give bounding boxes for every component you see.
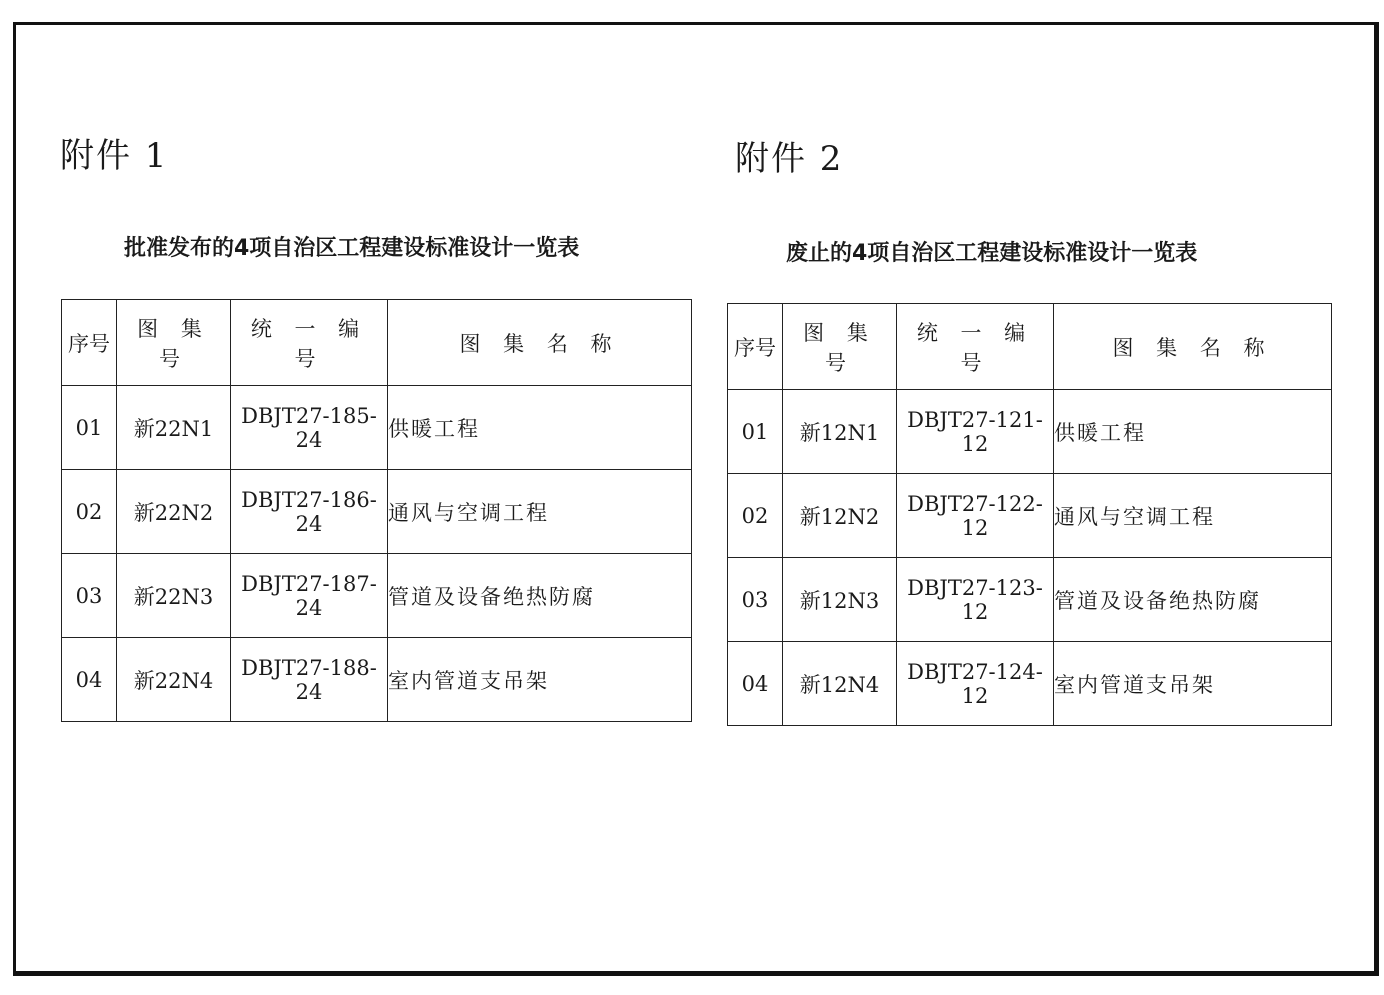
cell-seq: 03 <box>728 558 783 642</box>
approved-standards-table <box>61 299 692 722</box>
cell-atlas-name: 供暖工程 <box>388 386 692 470</box>
cell-seq: 03 <box>62 554 117 638</box>
header-unified-no: 统 一 编 号 <box>897 304 1054 390</box>
attachment-1-table-title: 批准发布的4项自治区工程建设标准设计一览表 <box>124 236 580 261</box>
cell-seq: 01 <box>62 386 117 470</box>
attachment-2-table-title: 废止的4项自治区工程建设标准设计一览表 <box>786 241 1198 266</box>
header-atlas-name: 图 集 名 称 <box>1054 304 1332 390</box>
cell-atlas-no: 新12N3 <box>783 558 897 642</box>
cell-atlas-name: 供暖工程 <box>1054 390 1332 474</box>
table-row <box>62 638 692 722</box>
cell-atlas-no: 新22N3 <box>117 554 231 638</box>
header-atlas-no: 图 集 号 <box>783 304 897 390</box>
cell-unified-no: DBJT27-185-24 <box>231 386 388 470</box>
cell-atlas-name: 通风与空调工程 <box>388 470 692 554</box>
table-row <box>62 470 692 554</box>
cell-atlas-name: 管道及设备绝热防腐 <box>1054 558 1332 642</box>
cell-unified-no: DBJT27-187-24 <box>231 554 388 638</box>
cell-unified-no: DBJT27-188-24 <box>231 638 388 722</box>
header-atlas-name: 图 集 名 称 <box>388 300 692 386</box>
cell-unified-no: DBJT27-124-12 <box>897 642 1054 726</box>
cell-atlas-no: 新22N2 <box>117 470 231 554</box>
cell-unified-no: DBJT27-122-12 <box>897 474 1054 558</box>
cell-atlas-name: 室内管道支吊架 <box>388 638 692 722</box>
cell-seq: 04 <box>62 638 117 722</box>
cell-unified-no: DBJT27-121-12 <box>897 390 1054 474</box>
cell-seq: 01 <box>728 390 783 474</box>
cell-seq: 04 <box>728 642 783 726</box>
cell-seq: 02 <box>728 474 783 558</box>
table-row <box>728 474 1332 558</box>
cell-unified-no: DBJT27-186-24 <box>231 470 388 554</box>
cell-atlas-name: 通风与空调工程 <box>1054 474 1332 558</box>
header-atlas-no: 图 集 号 <box>117 300 231 386</box>
header-seq: 序号 <box>62 300 117 386</box>
cell-atlas-no: 新12N2 <box>783 474 897 558</box>
table-row <box>62 386 692 470</box>
cell-atlas-no: 新22N1 <box>117 386 231 470</box>
table-row <box>62 554 692 638</box>
cell-atlas-name: 管道及设备绝热防腐 <box>388 554 692 638</box>
attachment-2-label: 附件 2 <box>735 139 844 179</box>
table-header-row <box>62 300 692 386</box>
table-row <box>728 558 1332 642</box>
cell-seq: 02 <box>62 470 117 554</box>
table-header-row <box>728 304 1332 390</box>
attachment-1-label: 附件 1 <box>60 136 169 176</box>
abolished-standards-table <box>727 303 1332 726</box>
table-row <box>728 390 1332 474</box>
header-seq: 序号 <box>728 304 783 390</box>
cell-unified-no: DBJT27-123-12 <box>897 558 1054 642</box>
cell-atlas-no: 新22N4 <box>117 638 231 722</box>
cell-atlas-no: 新12N4 <box>783 642 897 726</box>
header-unified-no: 统 一 编 号 <box>231 300 388 386</box>
cell-atlas-no: 新12N1 <box>783 390 897 474</box>
cell-atlas-name: 室内管道支吊架 <box>1054 642 1332 726</box>
table-row <box>728 642 1332 726</box>
